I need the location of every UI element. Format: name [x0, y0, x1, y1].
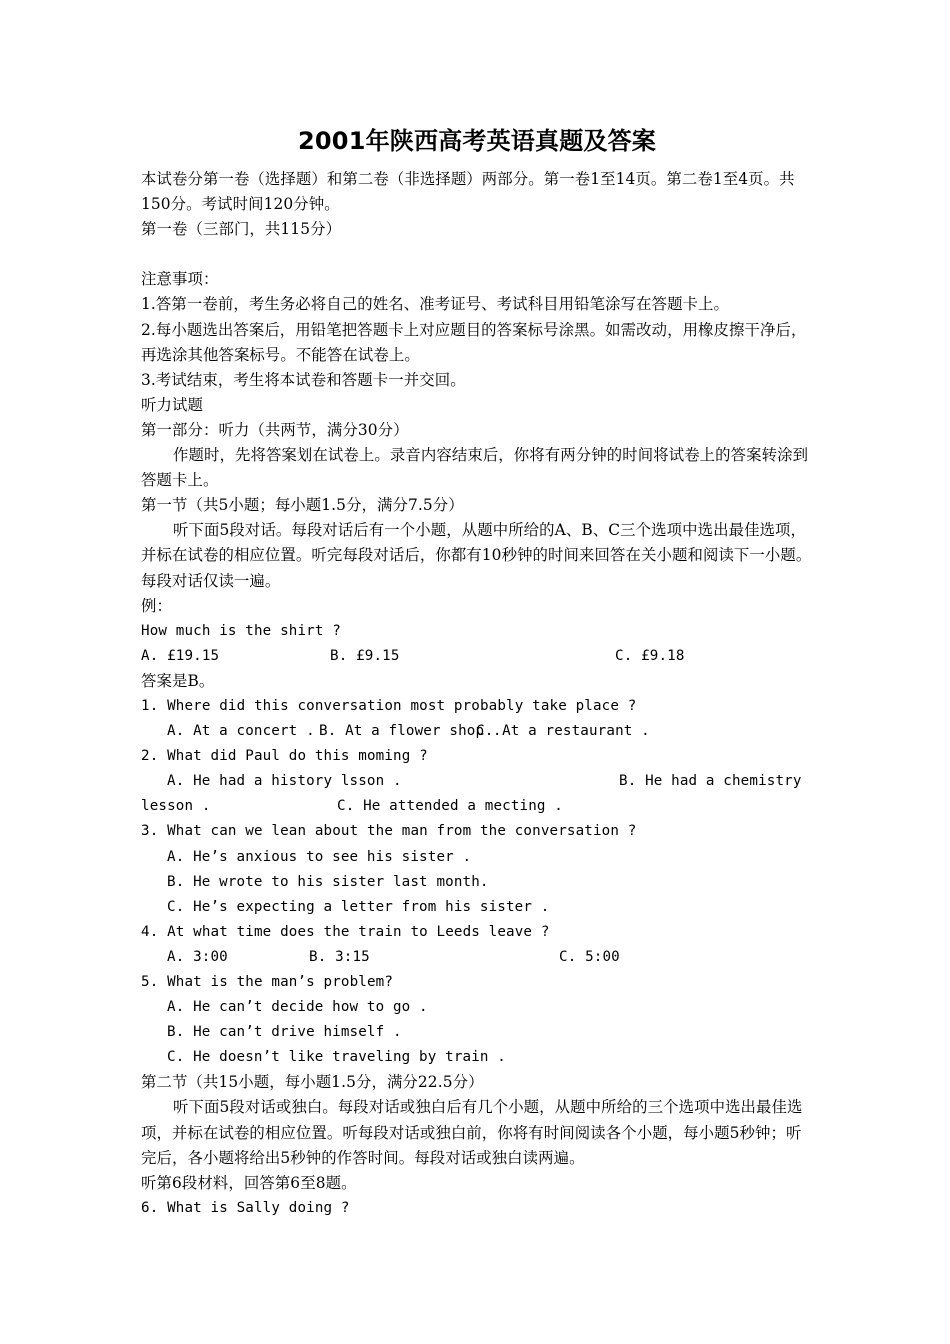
example-option-a: A. £19.15: [141, 647, 220, 664]
question-1-option-b: B. At a flower shop .: [319, 723, 502, 740]
section-two-heading: 第二节（共15小题，每小题1.5分，满分22.5分）: [141, 1073, 484, 1092]
section-two-directions: 听下面5段对话或独白。每段对话或独白后有几个小题，从题中所给的三个选项中选出最佳选项，并标在试卷的相应位置。听每段对话或独白前，你将有时间阅读各个小题，每小题5秒钟；听完后，各小题将给出5秒钟的作答时间。每段对话或独白读两遍。: [141, 1098, 803, 1167]
question-5-option-a: A. He can’t decide how to go .: [167, 999, 428, 1016]
question-2-option-c: C. He attended a mecting .: [337, 798, 563, 815]
question-5-option-c: C. He doesn’t like traveling by train .: [167, 1049, 506, 1066]
question-1-options-row: [141, 719, 813, 744]
question-2-option-b-part1: B. He had a chemistry: [619, 773, 802, 790]
intro-paragraph-2: 第一卷（三部门，共115分）: [141, 220, 342, 239]
question-4-stem: 4. At what time does the train to Leeds leave ?: [141, 923, 550, 940]
example-question: How much is the shirt ?: [141, 622, 341, 639]
example-option-c: C. £9.18: [615, 647, 685, 664]
notice-heading: 注意事项：: [141, 270, 219, 289]
question-1-option-a: A. At a concert .: [167, 723, 315, 740]
question-3-option-a: A. He’s anxious to see his sister .: [167, 848, 472, 865]
notice-item-1: 1.答第一卷前，考生务必将自己的姓名、准考证号、考试科目用铅笔涂写在答题卡上。: [141, 295, 730, 314]
question-1-option-c: C. At a restaurant .: [476, 723, 650, 740]
question-1-stem: 1. Where did this conversation most probably take place ?: [141, 697, 637, 714]
question-2-options-row-1: [141, 769, 813, 794]
question-4-option-b: B. 3:15: [309, 948, 370, 965]
page-title: 2001年陕西高考英语真题及答案: [298, 127, 656, 155]
question-5-stem: 5. What is the man’s problem?: [141, 974, 394, 990]
listening-heading: 听力试题: [141, 395, 203, 414]
question-5-option-b: B. He can’t drive himself .: [167, 1024, 402, 1041]
notice-item-3: 3.考试结束，考生将本试卷和答题卡一并交回。: [141, 370, 466, 389]
document-content: [141, 0, 813, 1221]
question-6-stem: 6. What is Sally doing ?: [141, 1199, 350, 1216]
intro-paragraph-1: 本试卷分第一卷（选择题）和第二卷（非选择题）两部分。第一卷1至14页。第二卷1至4页。共150分。考试时间120分钟。: [141, 170, 795, 214]
example-answer: 答案是B。: [141, 671, 215, 690]
question-4-options-row: [141, 945, 813, 970]
question-4-option-c: C. 5:00: [559, 948, 620, 965]
example-label: 例：: [141, 596, 172, 615]
example-option-b: B. £9.15: [330, 647, 400, 664]
part-one-directions: 作题时，先将答案划在试卷上。录音内容结束后，你将有两分钟的时间将试卷上的答案转涂到答题卡上。: [141, 446, 809, 490]
spacer-line: [141, 242, 813, 267]
question-3-option-c: C. He’s expecting a letter from his sister .: [167, 898, 550, 915]
question-2-options-row-2: [141, 794, 813, 819]
question-2-option-a: A. He had a history lsson .: [167, 773, 402, 790]
question-3-option-b: B. He wrote to his sister last month.: [167, 873, 489, 890]
material-six-heading: 听第6段材料，回答第6至8题。: [141, 1173, 357, 1192]
section-one-directions: 听下面5段对话。每段对话后有一个小题，从题中所给的A、B、C三个选项中选出最佳选项，并标在试卷的相应位置。听完每段对话后，你都有10秒钟的时间来回答在关小题和阅读下一小题。每段对话仅读一遍。: [141, 521, 812, 590]
question-3-stem: 3. What can we lean about the man from the conversation ?: [141, 823, 637, 840]
question-2-option-b-part2: lesson .: [141, 798, 211, 815]
notice-item-2: 2.每小题选出答案后，用铅笔把答题卡上对应题目的答案标号涂黑。如需改动，用橡皮擦干净后，再选涂其他答案标号。不能答在试卷上。: [141, 320, 807, 364]
question-2-stem: 2. What did Paul do this moming ?: [141, 748, 428, 765]
section-one-heading: 第一节（共5小题；每小题1.5分，满分7.5分）: [141, 496, 464, 515]
example-options-row: [141, 644, 813, 669]
part-one-heading: 第一部分：听力（共两节，满分30分）: [141, 420, 409, 439]
question-4-option-a: A. 3:00: [167, 948, 228, 965]
